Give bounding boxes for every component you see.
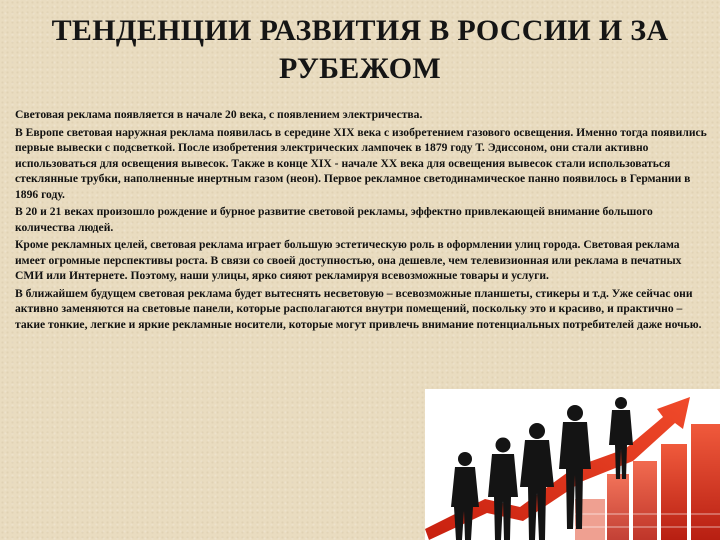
paragraph-2: В Европе световая наружная реклама появилась в середине XIX века с изобретением газового освещения. Именно тогда появились первые вывески с подсветкой. После изобретения электрических лампочек в 1879 году Т. Эдиссоном, они стали активно использоваться для освещения вывесок. Также в конце XIX - начале XX века для освещения вывесок стали использоваться стеклянные трубки, наполненные инертным газом (неон). Первое рекламное светодинамическое панно появилось в Германии в 1896 году. bbox=[15, 125, 707, 201]
business-growth-illustration bbox=[425, 389, 720, 540]
paragraph-3: В 20 и 21 веках произошло рождение и бурное развитие световой рекламы, эффектно привлекающей внимание большого количества людей. bbox=[15, 205, 653, 234]
slide-body bbox=[15, 107, 710, 334]
paragraph-5: В ближайшем будущем световая реклама будет вытеснять несветовую – всевозможные планшеты, стикеры и т.д. Уже сейчас они активно заменяются на световые панели, которые располагаются внутри помещений, поскольку это и красиво, и практично – такие тонкие, легкие и яркие рекламные носители, которые могут привлечь внимание потенциальных потребителей даже ночью. bbox=[15, 286, 702, 331]
paragraph-1: Световая реклама появляется в начале 20 века, с появлением электричества. bbox=[15, 108, 423, 121]
slide-title: ТЕНДЕНЦИИ РАЗВИТИЯ В РОССИИ И ЗА РУБЕЖОМ bbox=[51, 14, 669, 85]
paragraph-4: Кроме рекламных целей, световая реклама играет большую эстетическую роль в оформлении улиц города. Световая реклама имеет огромные перспективы роста. В связи со своей доступностью, она дешевле, чем телевизионная или реклама в печатных СМИ или Интернете. Поэтому, наши улицы, ярко сияют рекламируя всевозможные товары и услуги. bbox=[15, 238, 682, 282]
